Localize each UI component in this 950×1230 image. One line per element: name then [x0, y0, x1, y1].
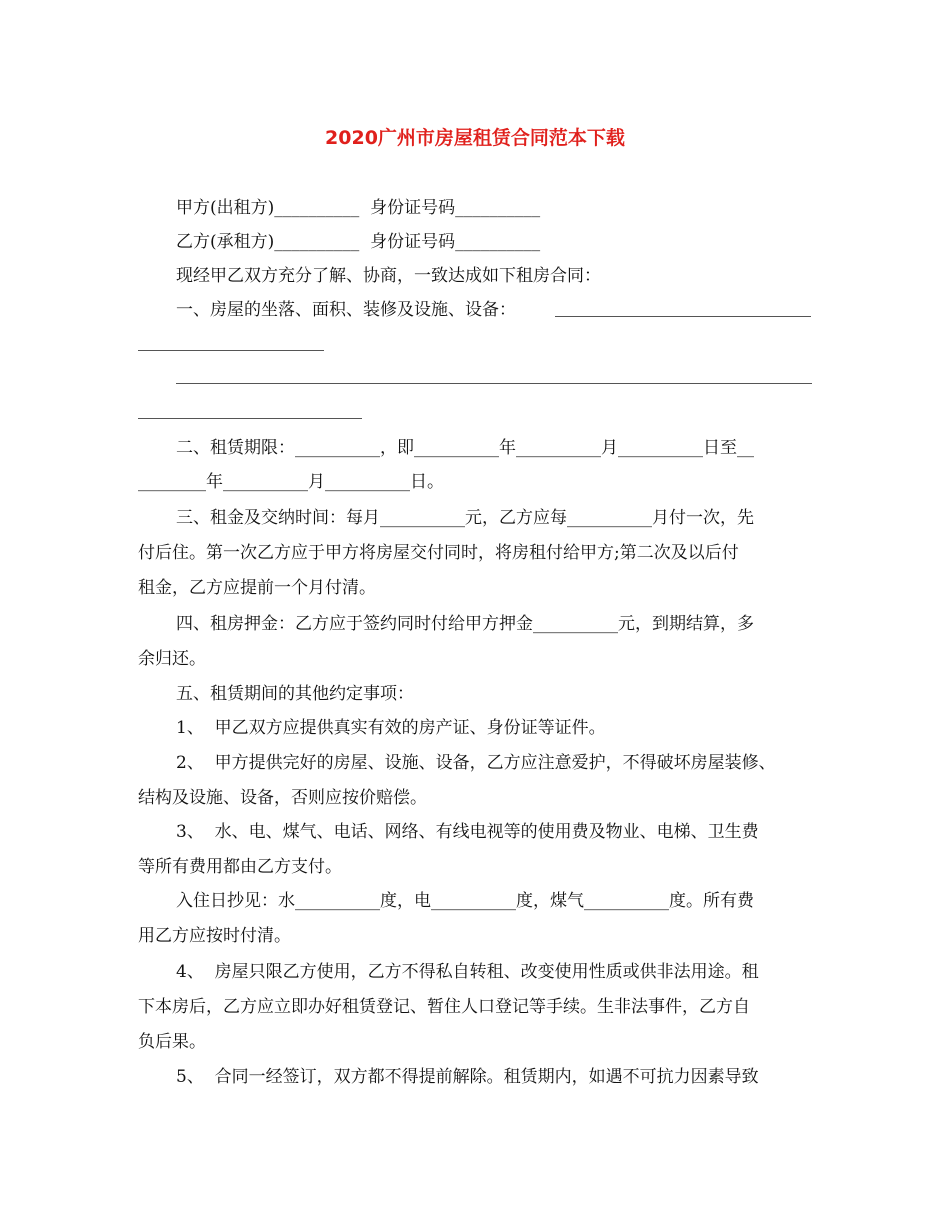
item-4-line-cont: 下本房后，乙方应立即办好租赁登记、暂住人口登记等手续。生非法事件，乙方自	[138, 997, 750, 1017]
item-4-line-cont: 负后果。	[138, 1032, 206, 1052]
item-1-line: 1、 甲乙双方应提供真实有效的房产证、身份证等证件。	[176, 718, 606, 738]
clause-1-fill-rule	[138, 350, 324, 351]
clause-2-line-cont: ________年__________月__________日。	[138, 472, 444, 492]
clause-2-line: 二、租赁期限：__________，即__________年__________月__________日至__	[176, 438, 754, 458]
meter-reading-line: 入住日抄见：水__________度，电__________度，煤气__________度。所有费	[176, 891, 754, 911]
clause-1-line: 一、房屋的坐落、面积、装修及设施、设备：	[176, 300, 516, 320]
item-3-line: 3、 水、电、煤气、电话、网络、有线电视等的使用费及物业、电梯、卫生费	[176, 822, 759, 842]
clause-1-fill-rule	[555, 316, 811, 317]
clause-5-heading: 五、租赁期间的其他约定事项：	[176, 684, 414, 704]
document-title: 2020广州市房屋租赁合同范本下载	[325, 127, 625, 149]
party-b-line: 乙方(承租方)__________ 身份证号码__________	[176, 232, 541, 252]
clause-1-fill-rule	[138, 418, 362, 419]
item-5-line: 5、 合同一经签订，双方都不得提前解除。租赁期内，如遇不可抗力因素导致	[176, 1067, 759, 1087]
clause-4-line-cont: 余归还。	[138, 649, 206, 669]
clause-3-line-cont: 付后住。第一次乙方应于甲方将房屋交付同时，将房租付给甲方;第二次及以后付	[138, 543, 739, 563]
item-3-line-cont: 等所有费用都由乙方支付。	[138, 857, 342, 877]
intro-line: 现经甲乙双方充分了解、协商，一致达成如下租房合同：	[176, 266, 601, 286]
party-a-line: 甲方(出租方)__________ 身份证号码__________	[176, 198, 541, 218]
item-2-line: 2、 甲方提供完好的房屋、设施、设备，乙方应注意爱护，不得破坏房屋装修、	[176, 753, 776, 773]
meter-reading-line-cont: 用乙方应按时付清。	[138, 926, 291, 946]
item-2-line-cont: 结构及设施、设备，否则应按价赔偿。	[138, 788, 427, 808]
item-4-line: 4、 房屋只限乙方使用，乙方不得私自转租、改变使用性质或供非法用途。租	[176, 962, 759, 982]
clause-3-line: 三、租金及交纳时间：每月__________元，乙方应每__________月付一次，先	[176, 508, 754, 528]
clause-4-line: 四、租房押金：乙方应于签约同时付给甲方押金__________元，到期结算，多	[176, 614, 754, 634]
clause-1-fill-rule	[176, 383, 812, 384]
clause-3-line-cont: 租金，乙方应提前一个月付清。	[138, 578, 376, 598]
